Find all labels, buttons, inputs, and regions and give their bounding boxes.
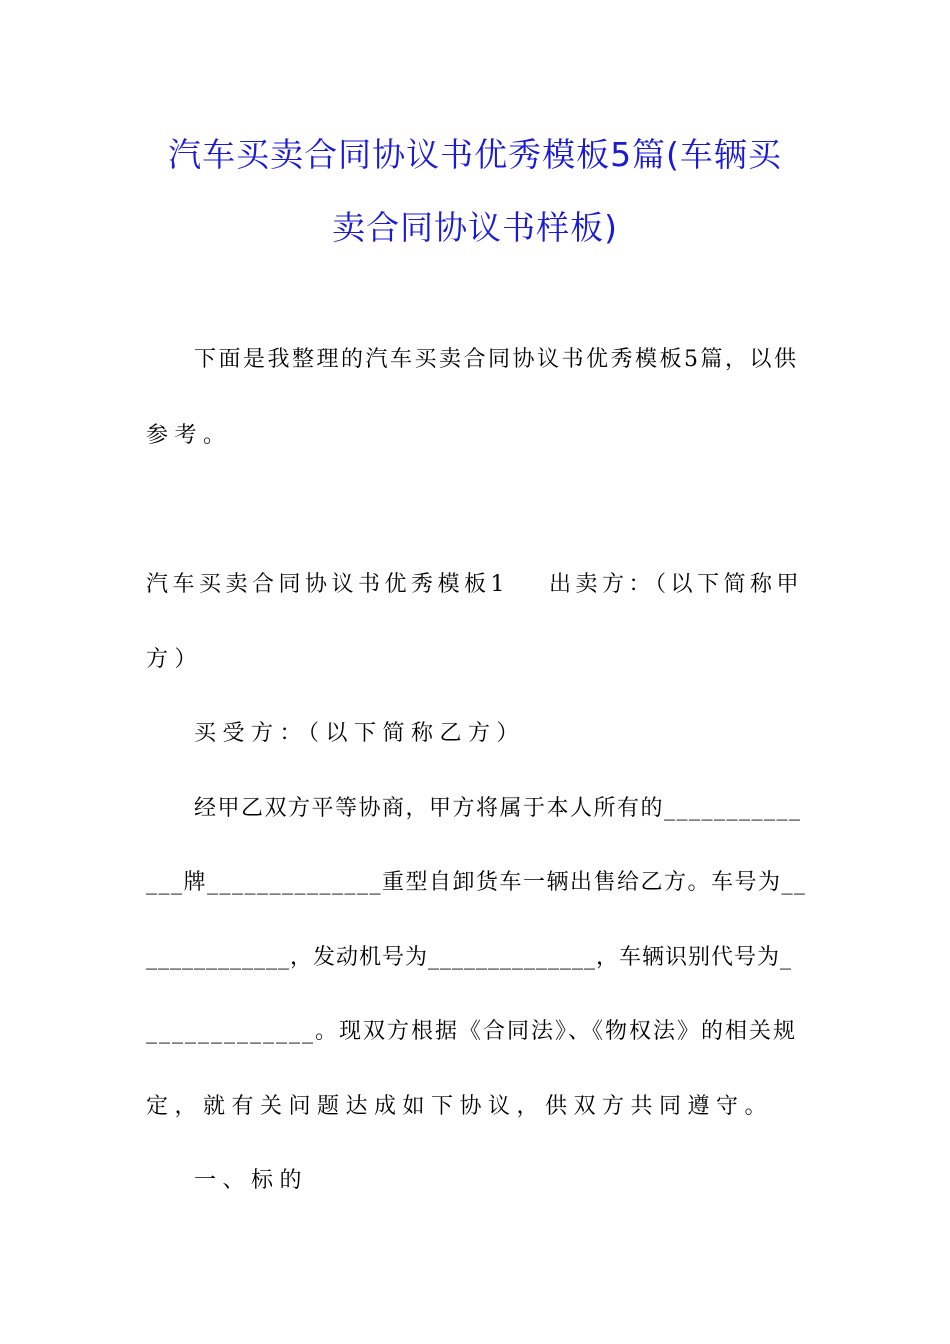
section-heading: 汽车买卖合同协议书优秀模板1 bbox=[146, 572, 509, 597]
body-paragraph-line-1: 经甲乙双方平等协商，甲方将属于本人所有的___________ bbox=[194, 796, 802, 821]
intro-paragraph-line-2: 参考。 bbox=[146, 423, 232, 448]
seller-label-continuation: 方） bbox=[146, 647, 204, 672]
body-paragraph-line-2: ___牌______________重型自卸货车一辆出售给乙方。车号为__ bbox=[146, 870, 807, 895]
body-paragraph-line-3: ____________，发动机号为______________，车辆识别代号为_ bbox=[146, 945, 793, 970]
buyer-label: 买受方：（以下简称乙方） bbox=[194, 721, 526, 746]
document-title-line-1: 汽车买卖合同协议书优秀模板5篇(车辆买 bbox=[168, 135, 782, 174]
section-heading-row bbox=[146, 570, 803, 600]
seller-label: 出卖方：（以下简称甲 bbox=[549, 572, 804, 597]
clause-heading-1: 一、标的 bbox=[194, 1168, 309, 1193]
intro-paragraph-line-1: 下面是我整理的汽车买卖合同协议书优秀模板5篇，以供 bbox=[194, 347, 799, 372]
body-paragraph-line-4: _____________。现双方根据《合同法》、《物权法》的相关规 bbox=[146, 1019, 798, 1044]
document-title-line-2: 卖合同协议书样板) bbox=[332, 208, 618, 247]
body-paragraph-line-5: 定，就有关问题达成如下协议，供双方共同遵守。 bbox=[146, 1094, 774, 1119]
